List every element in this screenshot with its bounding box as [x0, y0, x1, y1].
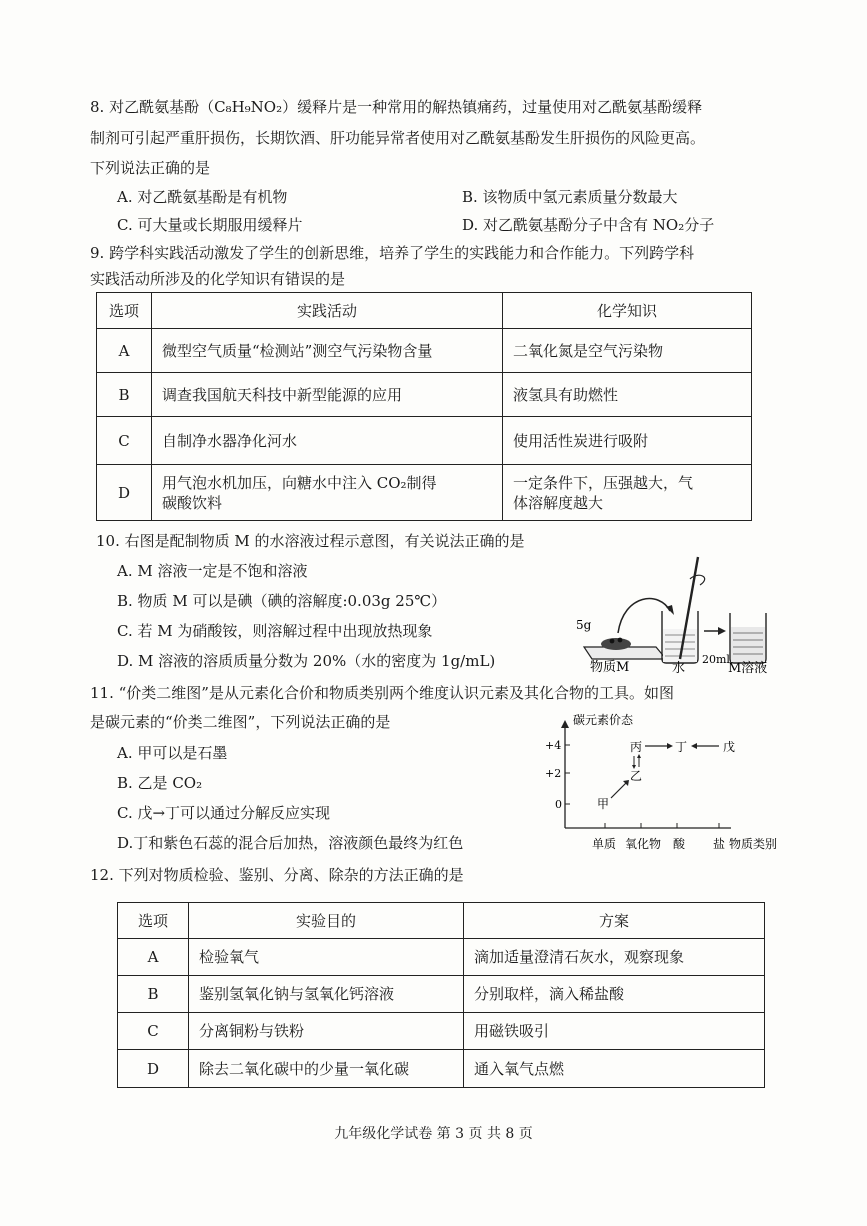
- q8-option-a: A. 对乙酰氨基酚是有机物: [117, 188, 288, 206]
- q11-option-d: D.丁和紫色石蕊的混合后加热，溶液颜色最终为红色: [117, 834, 464, 852]
- q11-stem-line-1: 11. “价类二维图”是从元素化合价和物质类别两个维度认识元素及其化合物的工具。如图: [90, 684, 674, 702]
- table-row: [97, 373, 752, 417]
- q12-row-b-option: B: [118, 976, 189, 1013]
- arrow-head: [637, 754, 641, 758]
- x-tick-salt: 盐: [713, 837, 726, 851]
- q12-row-d-option: D: [118, 1050, 189, 1088]
- q12-row-b-purpose: 鉴别氢氧化钠与氢氧化钙溶液: [189, 976, 464, 1013]
- q11-option-c: C. 戊→丁可以通过分解反应实现: [117, 804, 331, 822]
- q10-stem: 10. 右图是配制物质 M 的水溶液过程示意图，有关说法正确的是: [96, 532, 525, 550]
- q9-header-activity: 实践活动: [152, 293, 503, 329]
- arrow-head: [667, 743, 673, 749]
- table-row: [118, 976, 765, 1013]
- q12-row-a-option: A: [118, 939, 189, 976]
- q10-option-c: C. 若 M 为硝酸铵，则溶解过程中出现放热现象: [117, 622, 433, 640]
- q9-header-option: 选项: [97, 293, 152, 329]
- q12-row-c-purpose: 分离铜粉与铁粉: [189, 1013, 464, 1050]
- q8-stem-line-1: 8. 对乙酰氨基酚（C₈H₉NO₂）缓释片是一种常用的解热镇痛药，过量使用对乙酰氨基酚缓释: [90, 98, 703, 116]
- solution-label: M溶液: [728, 661, 768, 676]
- q10-option-b: B. 物质 M 可以是碘（碘的溶解度:0.03g 25℃）: [117, 592, 447, 610]
- q11-valence-category-diagram: [545, 710, 787, 856]
- q9-table-header-row: [97, 293, 752, 329]
- q12-row-a-purpose: 检验氧气: [189, 939, 464, 976]
- table-row: [97, 417, 752, 465]
- q12-header-plan: 方案: [464, 903, 765, 939]
- q9-row-a-option: A: [97, 329, 152, 373]
- volume-label: 20ml: [702, 653, 730, 666]
- x-tick-acid: 酸: [673, 837, 686, 851]
- q9-table: [96, 292, 752, 521]
- q12-row-c-plan: 用磁铁吸引: [464, 1013, 765, 1050]
- q11-stem-line-2: 是碳元素的“价类二维图”，下列说法正确的是: [90, 713, 391, 731]
- q9-row-c-knowledge: 使用活性炭进行吸附: [503, 417, 752, 465]
- y-tick-plus2: +2: [545, 767, 562, 780]
- mix-arrow-head: [718, 627, 726, 635]
- q9-row-d-option: D: [97, 465, 152, 521]
- water-label: 水: [672, 661, 686, 676]
- solid-m-pile: [601, 638, 631, 650]
- q12-stem: 12. 下列对物质检验、鉴别、分离、除杂的方法正确的是: [90, 866, 464, 884]
- q9-row-a-activity: 微型空气质量“检测站”测空气污染物含量: [152, 329, 503, 373]
- y-axis-arrow: [561, 720, 569, 728]
- substance-label: 物质M: [590, 660, 630, 675]
- q8-option-c: C. 可大量或长期服用缓释片: [117, 216, 303, 234]
- q12-header-option: 选项: [118, 903, 189, 939]
- q10-option-a: A. M 溶液一定是不饱和溶液: [117, 562, 308, 580]
- y-tick-0: 0: [555, 798, 562, 811]
- q12-row-c-option: C: [118, 1013, 189, 1050]
- page-footer: 九年级化学试卷 第 3 页 共 8 页: [334, 1126, 533, 1142]
- node-yi: 乙: [630, 769, 643, 783]
- solution-fill: [731, 627, 765, 662]
- q9-row-a-knowledge: 二氧化氮是空气污染物: [503, 329, 752, 373]
- q10-dissolution-figure: [570, 555, 785, 680]
- table-row: [118, 1013, 765, 1050]
- node-jia: 甲: [597, 797, 610, 811]
- solid-grain: [610, 639, 615, 644]
- q9-header-knowledge: 化学知识: [503, 293, 752, 329]
- q11-option-a: A. 甲可以是石墨: [117, 744, 228, 762]
- node-wu: 戊: [723, 740, 736, 754]
- q9-stem-line-1: 9. 跨学科实践活动激发了学生的创新思维，培养了学生的实践能力和合作能力。下列跨学科: [90, 244, 695, 262]
- q12-row-d-plan: 通入氧气点燃: [464, 1050, 765, 1088]
- q12-row-b-plan: 分别取样，滴入稀盐酸: [464, 976, 765, 1013]
- node-ding: 丁: [675, 740, 688, 754]
- q8-option-b: B. 该物质中氢元素质量分数最大: [462, 188, 678, 206]
- q8-stem-line-2: 制剂可引起严重肝损伤，长期饮酒、肝功能异常者使用对乙酰氨基酚发生肝损伤的风险更高。: [90, 129, 706, 147]
- table-row: [118, 1050, 765, 1088]
- q9-row-c-option: C: [97, 417, 152, 465]
- q9-row-d-activity: [152, 465, 503, 521]
- x-axis-label: 物质类别: [729, 837, 778, 851]
- q12-header-purpose: 实验目的: [189, 903, 464, 939]
- mass-label: 5g: [576, 618, 592, 632]
- q9-row-d-knowledge: [503, 465, 752, 521]
- q10-option-d: D. M 溶液的溶质质量分数为 20%（水的密度为 1g/mL): [117, 652, 496, 670]
- q9-row-d-knowledge-line-2: 体溶解度越大: [513, 493, 604, 512]
- q8-stem-line-3: 下列说法正确的是: [90, 159, 211, 177]
- x-tick-element: 单质: [592, 837, 617, 851]
- q12-row-a-plan: 滴加适量澄清石灰水，观察现象: [464, 939, 765, 976]
- y-axis-label: 碳元素价态: [573, 713, 634, 727]
- q9-row-d-activity-line-2: 碳酸饮料: [162, 493, 223, 512]
- solid-grain: [618, 638, 623, 643]
- node-bing: 丙: [630, 740, 643, 754]
- x-tick-oxide: 氧化物: [625, 837, 662, 851]
- y-tick-plus4: +4: [545, 739, 562, 752]
- q9-stem-line-2: 实践活动所涉及的化学知识有错误的是: [90, 270, 346, 288]
- table-row: [118, 939, 765, 976]
- q9-row-b-activity: 调查我国航天科技中新型能源的应用: [152, 373, 503, 417]
- q9-row-c-activity: 自制净水器净化河水: [152, 417, 503, 465]
- q12-table: [117, 902, 765, 1088]
- arrow-head: [691, 743, 697, 749]
- table-row: [97, 329, 752, 373]
- q12-table-header-row: [118, 903, 765, 939]
- q9-row-d-knowledge-line-1: 一定条件下，压强越大，气: [513, 473, 694, 492]
- q9-row-b-knowledge: 液氢具有助燃性: [503, 373, 752, 417]
- arrow-jia-to-yi: [611, 782, 627, 798]
- q11-option-b: B. 乙是 CO₂: [117, 774, 203, 792]
- q12-row-d-purpose: 除去二氧化碳中的少量一氧化碳: [189, 1050, 464, 1088]
- q9-row-b-option: B: [97, 373, 152, 417]
- q9-row-d-activity-line-1: 用气泡水机加压，向糖水中注入 CO₂制得: [162, 473, 437, 492]
- q8-option-d: D. 对乙酰氨基酚分子中含有 NO₂分子: [462, 216, 715, 234]
- table-row: [97, 465, 752, 521]
